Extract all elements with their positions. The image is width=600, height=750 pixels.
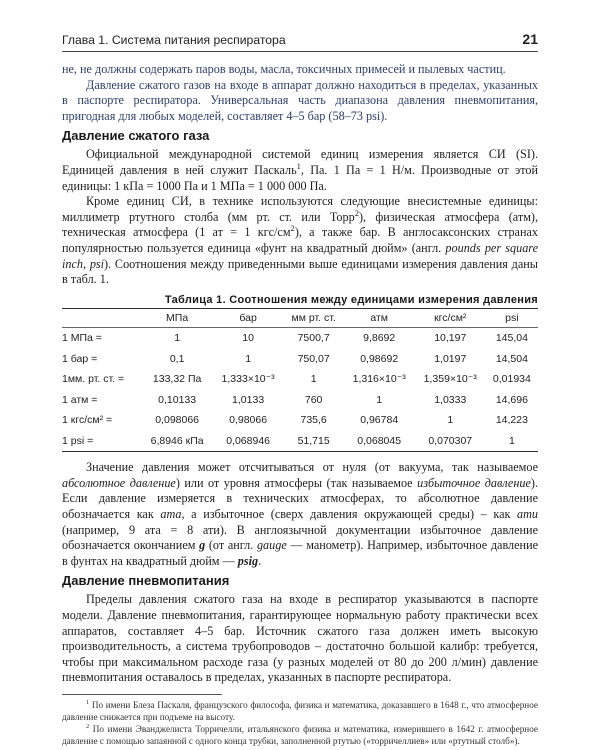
- table-header-cell: МПа: [142, 308, 213, 327]
- ref-italic-psig: psig: [237, 553, 259, 568]
- footnote-text-2: По имени Эванджелиста Торричелли, итальянского физика и математика, измерившего в 1642 г. атмосферное давление с помощью запаянной с одного конца трубки, заполненной ртутью («торричеллиев» или «ртутный столб»).: [62, 724, 538, 746]
- section-heading-compressed-gas: Давление сжатого газа: [62, 128, 210, 144]
- table-header-cell: бар: [213, 308, 284, 327]
- table-cell: 1: [245, 352, 252, 365]
- table-header-cell: [62, 308, 142, 327]
- units-text-a: Кроме единиц СИ, в технике используются следующие внесистемные единицы: миллиметр ртутного столба (мм рт. ст. или Торр: [62, 194, 538, 224]
- table-cell: 0,068045: [357, 434, 402, 447]
- footnote-2: [62, 723, 538, 747]
- table-cell: 0,98692: [360, 352, 399, 365]
- ref-italic-gauge-en: gauge: [256, 538, 287, 553]
- table-cell: 0,01934: [492, 373, 531, 386]
- page-content: [62, 62, 538, 747]
- table-cell: 14,504: [495, 352, 528, 365]
- table-row: [62, 327, 538, 348]
- table-cell: 14,696: [495, 393, 528, 406]
- table-cell: 1,0333: [434, 393, 467, 406]
- si-paragraph-rest: , Па. 1 Па = 1 Н/м. Производные от этой единицы: 1 кПа = 1000 Па и 1 МПа = 1 000 000 Па.: [62, 162, 538, 193]
- ref-text-d: , а избыточное (сверх давления окружающей среды) – как: [181, 507, 518, 522]
- table-header-cell: psi: [486, 308, 538, 327]
- ref-text-e: (например, 9 ата = 8 ати). В англоязычной документации избыточное давление обозначается окончанием: [62, 522, 538, 553]
- table-cell: 0,070307: [428, 434, 473, 447]
- table-cell: 1,0197: [434, 352, 467, 365]
- section-heading-pneumatic-supply: Давление пневмопитания: [62, 573, 230, 589]
- table-cell: 760: [304, 393, 323, 406]
- units-text-b: ), физическая атмосфера (атм), техническая атмосфера (1 ат = 1 кгс/см: [62, 209, 539, 240]
- table-cell: 0,068946: [226, 434, 270, 447]
- intro-line1: не, не должны содержать паров воды, масла, токсичных примесей и пылевых частиц.: [62, 62, 506, 76]
- table-cell: 1 бар =: [62, 352, 98, 365]
- ref-italic-ati: ати: [517, 507, 539, 522]
- ref-text-h: .: [258, 553, 262, 568]
- table-cell: 750,07: [297, 352, 330, 365]
- table-cell: 10,197: [434, 332, 467, 345]
- table-cell: 1 кгс/см² =: [62, 414, 113, 427]
- units-text-c: ), а также бар. В англосаксонских странах популярностью пользуется единица «фунт на квадратный дюйм» (англ.: [62, 225, 538, 255]
- table-cell: 133,32 Па: [152, 373, 202, 386]
- ref-italic-absolute: абсолютное давление: [62, 475, 176, 490]
- table-cell: 1: [376, 393, 383, 406]
- ref-italic-g: g: [199, 538, 206, 553]
- table-body: [62, 327, 538, 452]
- footnote-rule: [62, 694, 222, 695]
- si-paragraph: [62, 147, 538, 194]
- table-cell: 145,04: [495, 332, 528, 345]
- ref-italic-ata: ата: [160, 507, 182, 522]
- table-cell: 1: [508, 434, 515, 447]
- page-number: 21: [522, 31, 538, 47]
- table-cell: 0,96784: [360, 414, 399, 427]
- table-cell: 1: [447, 414, 454, 427]
- table-cell: 10: [242, 332, 254, 345]
- ref-italic-gauge: избыточное давление: [417, 475, 531, 490]
- table-row: [62, 390, 538, 411]
- table-header-cell: мм рт. ст.: [284, 308, 344, 327]
- table-cell: 1: [310, 373, 317, 386]
- footnote-mark-2: 2: [86, 722, 90, 730]
- pressure-reference-paragraph: [62, 460, 538, 569]
- footnote-mark-1: 1: [86, 698, 90, 706]
- table-row: [62, 431, 538, 452]
- units-text-d: ). Соотношения между приведенными выше единицами измерения давления даны в табл. 1.: [62, 256, 538, 287]
- table-header-cell: атм: [344, 308, 415, 327]
- table-cell: 1,316×10⁻³: [352, 373, 406, 386]
- footnote-ref-2: 2: [354, 207, 359, 218]
- si-paragraph-text: Официальной международной системой единиц измерения является СИ (SI). Единицей давления в ней служит Паскаль: [62, 147, 538, 177]
- table-header-cell: кгс/см²: [415, 308, 486, 327]
- ref-text-b: ) или от уровня атмосферы (так называемое: [175, 475, 418, 490]
- ref-text-g: — манометр). Например, избыточное давление в фунтах на квадратный дюйм —: [62, 538, 539, 568]
- pressure-units-table: [62, 308, 538, 453]
- table-cell: 735,6: [300, 414, 327, 427]
- table-cell: 0,098066: [155, 414, 200, 427]
- table-cell: 7500,7: [297, 332, 330, 345]
- pneumatic-paragraph: Пределы давления сжатого газа на входе в респиратор указываются в паспорте модели. Давление пневмопитания, гарантирующее нормальную работу практически всех аппаратов, составляет 4–5 бар. Источник сжатого газа должен иметь высокую производительность, а система трубопроводов – достаточно большой калибр: требуется, чтобы при максимальном расходе газа (у разных моделей от 80 до 200 л/мин) давление пневмопитания оставалось в пределах, указанных в паспорте респиратора.: [62, 592, 538, 685]
- footnote-text-1: По имени Блеза Паскаля, французского философа, физика и математика, доказавшего в 1648 г., что атмосферное давление снижается при подъеме на высоту.: [62, 700, 538, 722]
- running-header: [62, 31, 538, 47]
- ref-text-f: (от англ.: [205, 538, 257, 553]
- table-cell: 6,8946 кПа: [150, 434, 204, 447]
- table-cell: 14,223: [495, 414, 528, 427]
- table-cell: 51,715: [297, 434, 330, 447]
- table-cell: 1 МПа =: [62, 332, 102, 345]
- table-cell: 0,1: [169, 352, 185, 365]
- table-caption: Таблица 1. Соотношения между единицами измерения давления: [164, 293, 538, 306]
- units-paragraph: [62, 194, 538, 288]
- table-cell: 1: [174, 332, 181, 345]
- table-cell: 1,359×10⁻³: [423, 373, 477, 386]
- table-row: [62, 410, 538, 431]
- table-cell: 9,8692: [363, 332, 396, 345]
- chapter-title: Глава 1. Система питания респиратора: [62, 33, 286, 47]
- ref-text-a: Значение давления может отсчитываться от нуля (от вакуума, так называемое: [86, 460, 538, 475]
- footnote-1: [62, 699, 538, 723]
- table-row: [62, 348, 538, 369]
- units-italic: pounds per square inch, psi: [62, 240, 538, 271]
- intro-paragraph: Давление сжатого газов на входе в аппарат должно находиться в пределах, указанных в паспорте респиратора. Универсальная часть диапазона давления пневмопитания, пригодная для любых моделей, составляет 4–5 бар (58–73 psi).: [62, 77, 538, 123]
- table-cell: 1,0133: [232, 393, 265, 406]
- footnote-ref-1: 1: [296, 160, 301, 171]
- table-row: [62, 369, 538, 390]
- table-header-row: [62, 308, 538, 327]
- table-cell: 1мм. рт. ст. =: [62, 373, 125, 386]
- table-cell: 1 атм =: [62, 393, 98, 406]
- table-cell: 1,333×10⁻³: [221, 373, 275, 386]
- header-rule: [62, 51, 538, 52]
- table-cell: 0,10133: [158, 393, 197, 406]
- ref-text-c: ). Если давление измеряется в технических атмосферах, то абсолютное давление обозначается как: [62, 475, 538, 522]
- table-cell: 0,98066: [229, 414, 268, 427]
- table-cell: 1 psi =: [62, 434, 94, 447]
- superscript-2: 2: [290, 223, 295, 234]
